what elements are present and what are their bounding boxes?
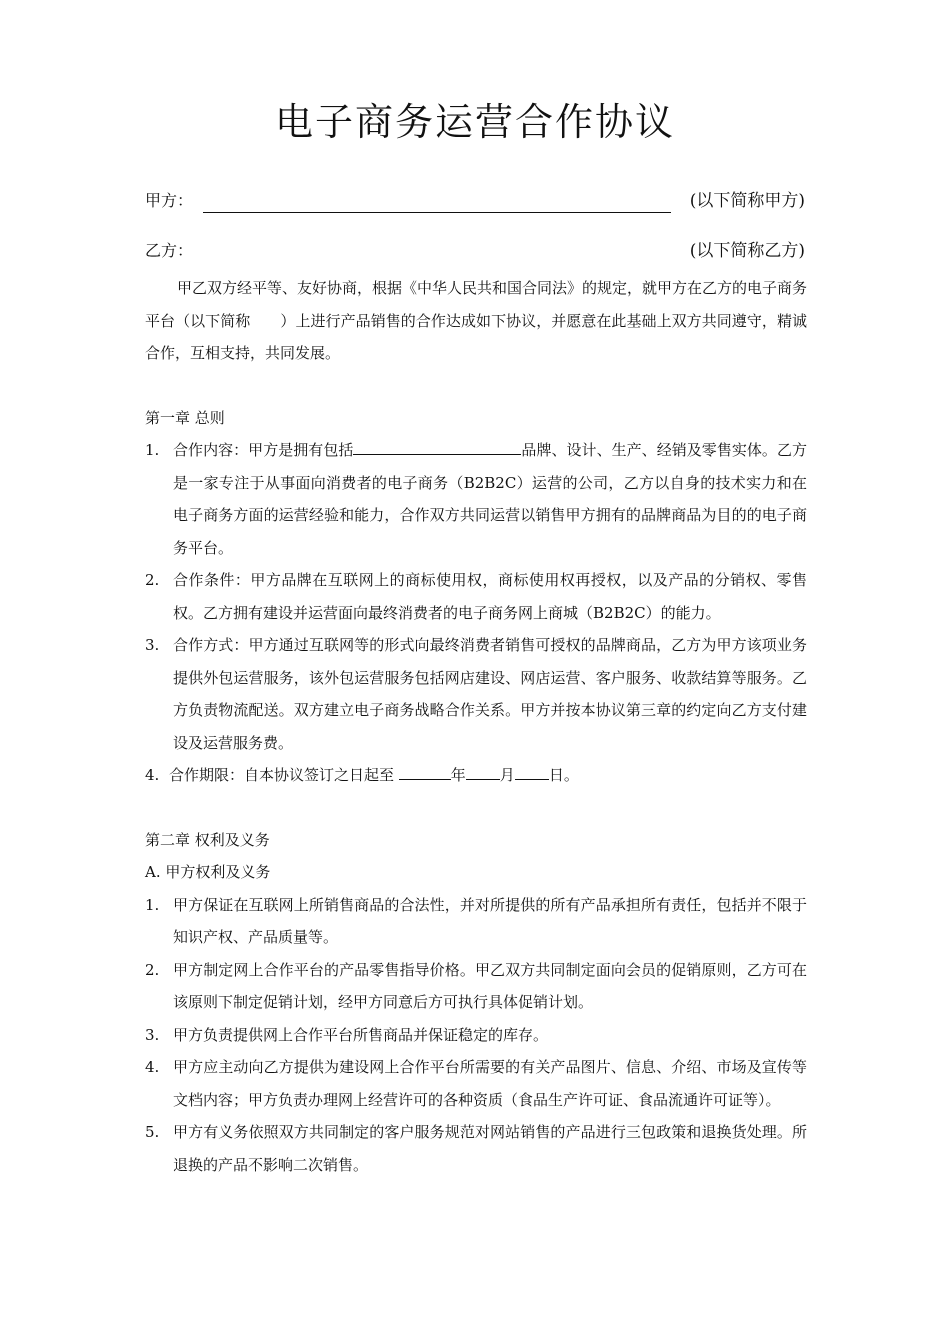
item-text: 合作方式：甲方通过互联网等的形式向最终消费者销售可授权的品牌商品，乙方为甲方该项业务提供外包运营服务，该外包运营服务包括网店建设、网店运营、客户服务、收款结算等服务。乙方负责物流配送。双方建立电子商务战略合作关系。甲方并按本协议第三章的约定向乙方支付建设及运营服务费。: [173, 636, 807, 752]
item-text: 甲方应主动向乙方提供为建设网上合作平台所需要的有关产品图片、信息、介绍、市场及宣传等文档内容；甲方负责办理网上经营许可的各种资质（食品生产许可证、食品流通许可证等）。: [173, 1058, 807, 1109]
chapter2-item-4: [145, 1051, 807, 1116]
day-label: 日。: [548, 766, 579, 784]
year-blank-line: [399, 761, 451, 780]
party-a-blank-line: [203, 212, 671, 213]
chapter2-heading: 第二章 权利及义务: [145, 830, 270, 849]
item-number: 3.: [145, 1025, 160, 1044]
brand-blank-line: [353, 436, 521, 455]
item-text: 甲方负责提供网上合作平台所售商品并保证稳定的库存。: [173, 1025, 549, 1044]
chapter2-item-1: [145, 889, 807, 954]
item-number: 2.: [145, 571, 160, 589]
chapter1-item-1: [145, 434, 807, 564]
chapter2-item-5: [145, 1116, 807, 1181]
party-a-row: [145, 188, 805, 214]
intro-paragraph: 甲乙双方经平等、友好协商，根据《中华人民共和国合同法》的规定，就甲方在乙方的电子商务平台（以下简称 ）上进行产品销售的合作达成如下协议，并愿意在此基础上双方共同遵守，精诚合作，互相支持，共同发展。: [145, 279, 808, 362]
year-label: 年: [450, 766, 466, 784]
item-number: 4.: [145, 1058, 160, 1076]
day-blank-line: [515, 761, 549, 780]
party-b-row: [145, 238, 805, 264]
item-number: 2.: [145, 960, 160, 979]
document-body: [145, 272, 807, 1181]
chapter1-heading: 第一章 总则: [145, 408, 225, 427]
item-number: 5.: [145, 1123, 160, 1141]
item-text-before: 合作内容：甲方是拥有包括: [173, 441, 354, 459]
month-blank-line: [466, 761, 500, 780]
party-b-label: 乙方：: [145, 241, 194, 260]
item-text: 合作条件：甲方品牌在互联网上的商标使用权，商标使用权再授权，以及产品的分销权、零售权。乙方拥有建设并运营面向最终消费者的电子商务网上商城（B2B2C）的能力。: [173, 571, 807, 622]
item-text: 甲方制定网上合作平台的产品零售指导价格。甲乙双方共同制定面向会员的促销原则，乙方可在该原则下制定促销计划，经甲方同意后方可执行具体促销计划。: [173, 960, 807, 1011]
chapter1-item-4: [145, 759, 807, 792]
party-b-alias: (以下简称乙方): [689, 241, 805, 261]
document-title: 电子商务运营合作协议: [274, 100, 675, 144]
chapter2-item-2: [145, 954, 807, 1019]
item-number: 3.: [145, 636, 160, 654]
item-text: 甲方有义务依照双方共同制定的客户服务规范对网站销售的产品进行三包政策和退换货处理。所退换的产品不影响二次销售。: [173, 1123, 807, 1174]
item-text-after: 品牌、设计、生产、经销及零售实体。乙方是一家专注于从事面向消费者的电子商务（B2B2C）运营的公司，乙方以自身的技术实力和在电子商务方面的运营经验和能力，合作双方共同运营以销售甲方拥有的品牌商品为目的的电子商务平台。: [173, 441, 807, 557]
item-text-before: 合作期限：自本协议签订之日起至: [169, 766, 399, 784]
chapter2-item-3: [145, 1019, 807, 1052]
party-a-alias: (以下简称甲方): [689, 191, 805, 211]
chapter1-item-2: [145, 564, 807, 629]
item-number: 1.: [145, 441, 160, 459]
item-text: 甲方保证在互联网上所销售商品的合法性，并对所提供的所有产品承担所有责任，包括并不限于知识产权、产品质量等。: [173, 895, 807, 946]
party-a-label: 甲方：: [145, 191, 194, 210]
chapter1-item-3: [145, 629, 807, 759]
month-label: 月: [499, 766, 515, 784]
item-number: 1.: [145, 895, 160, 914]
chapter2-subheading: A. 甲方权利及义务: [145, 863, 271, 881]
item-number: 4.: [145, 766, 160, 784]
